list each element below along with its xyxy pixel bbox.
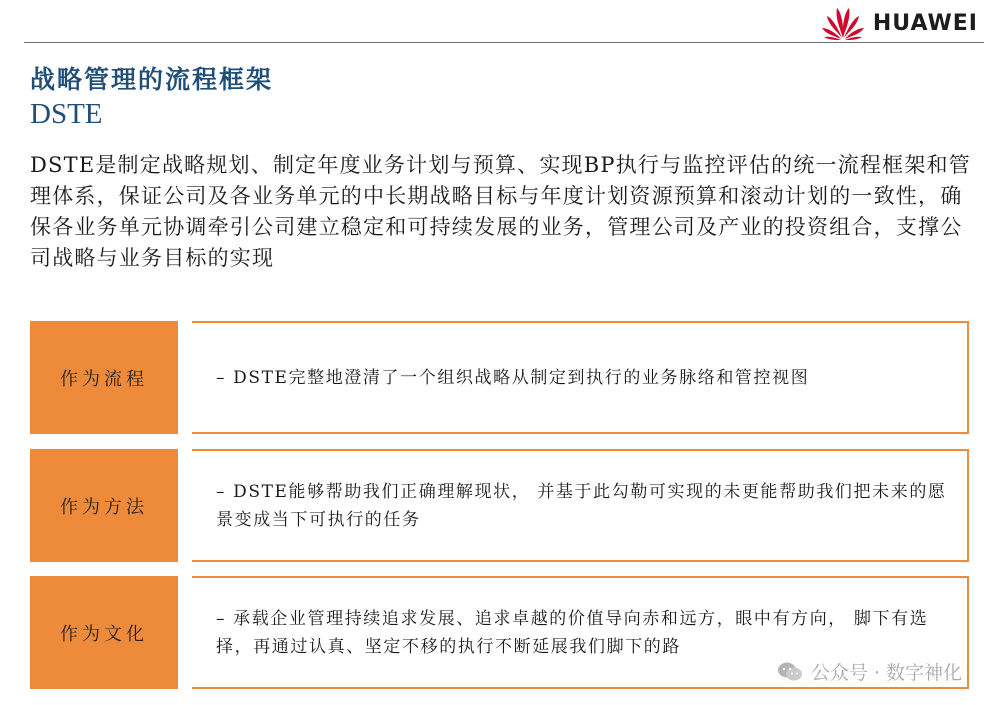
row-text: – DSTE完整地澄清了一个组织战略从制定到执行的业务脉络和管控视图 [216,367,810,388]
row-content-box [192,321,969,434]
row-process [30,321,971,434]
row-label: 作为文化 [30,576,178,689]
huawei-logo [821,6,978,40]
huawei-petal-logo-icon [821,6,865,40]
watermark [777,658,962,685]
page-subtitle: DSTE [30,98,103,130]
intro-paragraph: DSTE是制定战略规划、制定年度业务计划与预算、实现BP执行与监控评估的统一流程框架和管理体系，保证公司及各业务单元的中长期战略目标与年度计划资源预算和滚动计划的一致性，确保各业务单元协调牵引公司建立稳定和可持续发展的业务，管理公司及产业的投资组合，支撑公司战略与业务目标的实现 [30,153,971,270]
row-label: 作为流程 [30,321,178,434]
row-text: – DSTE能够帮助我们正确理解现状， 并基于此勾勒可实现的未更能帮助我们把未来的愿景变成当下可执行的任务 [216,481,947,530]
row-text: – 承载企业管理持续追求发展、追求卓越的价值导向赤和远方，眼中有方向， 脚下有选择，再通过认真、坚定不移的执行不断延展我们脚下的路 [216,608,929,657]
brand-name: HUAWEI [872,10,978,36]
header-divider [24,42,984,43]
page-title: 战略管理的流程框架 [30,65,274,94]
row-method [30,449,971,562]
row-label: 作为方法 [30,449,178,562]
wechat-icon [777,661,803,683]
row-content-box [192,449,969,562]
watermark-text: 公众号 · 数字神化 [810,662,962,684]
